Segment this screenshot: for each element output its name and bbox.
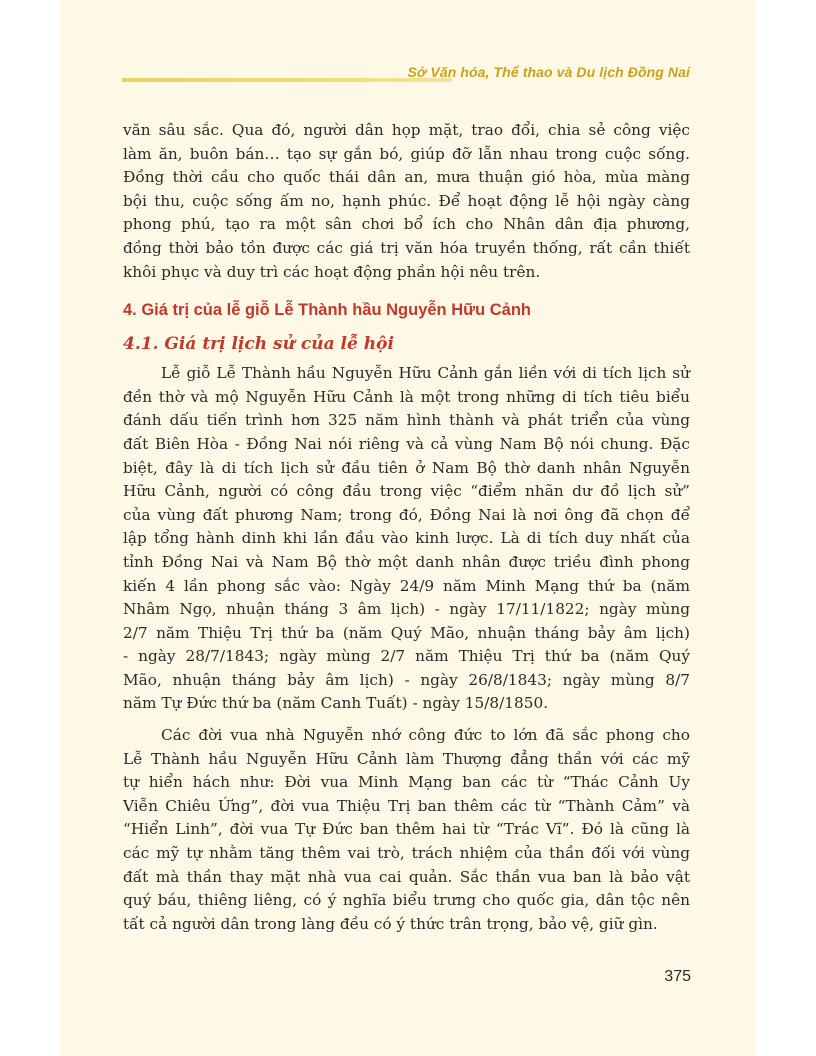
text-line: Mão, nhuận tháng bảy âm lịch) - ngày 26/8/1843; ngày mùng 8/7: [123, 670, 690, 689]
text-line: đất mà thần thay mặt nhà vua cai quản. Sắc thần vua ban là bảo vật: [123, 867, 690, 886]
text-line: tất cả người dân trong làng đều có ý thức trân trọng, bảo vệ, giữ gìn.: [123, 914, 658, 933]
text-line: lập tổng hành dinh khi lần đầu vào kinh lược. Là di tích duy nhất của: [123, 529, 690, 548]
text-line: Lễ giỗ Lễ Thành hầu Nguyễn Hữu Cảnh gắn liền với di tích lịch sử: [161, 364, 690, 383]
section-heading: 4. Giá trị của lễ giỗ Lễ Thành hầu Nguyễn Hữu Cảnh: [123, 301, 531, 320]
text-line: Các đời vua nhà Nguyễn nhớ công đức to lớn đã sắc phong cho: [161, 726, 690, 745]
page-number: 375: [664, 968, 691, 985]
text-line: các mỹ tự nhằm tăng thêm vai trò, trách nhiệm của thần đối với vùng: [123, 844, 690, 863]
text-line: văn sâu sắc. Qua đó, người dân họp mặt, trao đổi, chia sẻ công việc: [123, 121, 690, 139]
text-line: đồng thời bảo tồn được các giá trị văn hóa truyền thống, rất cần thiết: [123, 238, 690, 257]
text-line: tỉnh Đồng Nai và Nam Bộ thờ một danh nhân được triều đình phong: [123, 552, 690, 571]
text-line: Lễ Thành hầu Nguyễn Hữu Cảnh làm Thượng đẳng thần với các mỹ: [123, 749, 690, 768]
header-rule: [122, 78, 452, 82]
text-line: Đồng thời cầu cho quốc thái dân an, mưa thuận gió hòa, mùa màng: [123, 168, 690, 187]
text-line: làm ăn, buôn bán… tạo sự gắn bó, giúp đỡ lẫn nhau trong cuộc sống.: [123, 144, 690, 163]
text-line: 2/7 năm Thiệu Trị thứ ba (năm Quý Mão, nhuận tháng bảy âm lịch): [123, 623, 690, 642]
text-line: Hữu Cảnh, người có công đầu trong việc “điểm nhãn dư đồ lịch sử”: [123, 482, 690, 501]
text-line: đất Biên Hòa - Đồng Nai nói riêng và cả vùng Nam Bộ nói chung. Đặc: [123, 434, 690, 453]
text-line: bội thu, cuộc sống ấm no, hạnh phúc. Để hoạt động lễ hội ngày càng: [123, 191, 690, 210]
text-line: đánh dấu tiến trình hơn 325 năm hình thành và phát triển của vùng: [123, 411, 690, 430]
text-line: biệt, đây là di tích lịch sử đầu tiên ở Nam Bộ thờ danh nhân Nguyễn: [123, 458, 690, 477]
text-line: phong phú, tạo ra một sân chơi bổ ích cho Nhân dân địa phương,: [123, 215, 690, 234]
text-line: khôi phục và duy trì các hoạt động phần hội nêu trên.: [123, 262, 541, 281]
text-line: Nhâm Ngọ, nhuận tháng 3 âm lịch) - ngày 17/11/1822; ngày mùng: [123, 600, 690, 619]
text-line: tự hiển hách như: Đời vua Minh Mạng ban các từ “Thác Cảnh Uy: [123, 773, 690, 792]
paragraph-2: [123, 362, 690, 716]
text-line: đền thờ và mộ Nguyễn Hữu Cảnh là một trong những di tích tiêu biểu: [123, 387, 690, 406]
text-line: “Hiển Linh”, đời vua Tự Đức ban thêm hai từ “Trác Vĩ”. Đó là cũng là: [123, 820, 690, 839]
page-body: [123, 119, 690, 936]
text-line: kiến 4 lần phong sắc vào: Ngày 24/9 năm Minh Mạng thứ ba (năm: [123, 576, 690, 595]
running-header: Sở Văn hóa, Thể thao và Du lịch Đồng Nai: [407, 64, 690, 80]
subsection-heading: 4.1. Giá trị lịch sử của lễ hội: [123, 334, 394, 355]
paragraph-1: [123, 119, 690, 284]
text-line: - ngày 28/7/1843; ngày mùng 2/7 năm Thiệu Trị thứ ba (năm Quý: [123, 647, 690, 666]
paragraph-3: [123, 724, 690, 936]
text-line: của vùng đất phương Nam; trong đó, Đồng Nai là nơi ông đã chọn để: [123, 505, 690, 524]
text-line: năm Tự Đức thứ ba (năm Canh Tuất) - ngày 15/8/1850.: [123, 694, 549, 713]
text-line: quý báu, thiêng liêng, có ý nghĩa biểu trưng cho quốc gia, dân tộc nên: [123, 891, 690, 910]
book-page: [60, 0, 756, 1056]
text-line: Viễn Chiêu Ứng”, đời vua Thiệu Trị ban thêm các từ “Thành Cảm” và: [123, 796, 690, 815]
